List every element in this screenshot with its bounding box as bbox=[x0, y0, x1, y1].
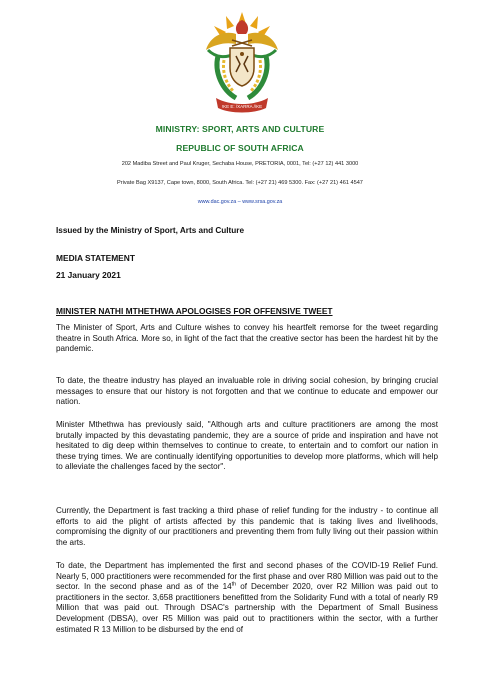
statement-date: 21 January 2021 bbox=[56, 270, 121, 280]
paragraph-theatre-role: To date, the theatre industry has played an invaluable role in driving social cohesion, by bringing crucial messages to ensure that our history is not forgotten and that we continue to educate and empower our nation. bbox=[56, 376, 438, 407]
paragraph-relief-fund-part2: of December 2020, over R2 Million was paid out to practitioners in the sector. 3,658 practitioners benefitted from the Solidarity Fund with a total of nearly R9 Million that was paid out. Through DSAC's partnership with the Department of Small Business Development (DBSA), over R5 Million was paid out to practitioners within the sector, with a further estimated R 13 Million to be disbursed by the end of bbox=[56, 582, 439, 634]
paragraph-relief-fund bbox=[56, 561, 438, 635]
statement-type: MEDIA STATEMENT bbox=[56, 253, 135, 263]
crest-motto: !KE E: /XARRA //KE bbox=[221, 104, 263, 109]
address-cape-town: Private Bag X9137, Cape town, 8000, South Africa. Tel: (+27 21) 469 5300. Fax: (+27 21) 461 4547 bbox=[117, 180, 363, 186]
paragraph-minister-quote: Minister Mthethwa has previously said, "Although arts and culture practitioners are among the most brutally impacted by this devastating pandemic, they are a source of pride and inspiration and have not hesitated to dig deep within themselves to continue to create, to entertain and to comfort our nation in these trying times. We are continually identifying opportunities to develop more platforms, which will help to alleviate the challenges faced by the sector". bbox=[56, 420, 438, 472]
ordinal-suffix: th bbox=[231, 581, 237, 588]
paragraph-relief-fund-part1: To date, the Department has implemented the first and second phases of the COVID-19 Relief Fund. Nearly 5, 000 practitioners were recommended for the first phase and over R80 Million was paid out to the sector. In the second phase and as of the 14 bbox=[56, 561, 438, 592]
paragraph-third-phase: Currently, the Department is fast tracking a third phase of relief funding for the industry - to continue all efforts to aid the plight of artists affected by this pandemic that is taking lives and livelihoods, compromising the dignity of our practitioners and preventing them from fully living out their passion within the arts. bbox=[56, 506, 438, 547]
paragraph-remorse: The Minister of Sport, Arts and Culture wishes to convey his heartfelt remorse for the tweet regarding theatre in South Africa. More so, in light of the fact that the creative sector has been the hardest hit by the pandemic. bbox=[56, 323, 438, 354]
headline: MINISTER NATHI MTHETHWA APOLOGISES FOR OFFENSIVE TWEET bbox=[56, 306, 333, 316]
issued-by: Issued by the Ministry of Sport, Arts and Culture bbox=[56, 226, 245, 235]
ministry-title: MINISTRY: SPORT, ARTS AND CULTURE bbox=[155, 124, 325, 134]
republic-title: REPUBLIC OF SOUTH AFRICA bbox=[176, 143, 304, 153]
website-links[interactable]: www.dac.gov.za – www.srsa.gov.za bbox=[197, 199, 283, 205]
address-pretoria: 202 Madiba Street and Paul Kruger, Sechaba House, PRETORIA, 0001, Tel: (+27 12) 441 3000 bbox=[121, 161, 359, 167]
coat-of-arms-icon bbox=[196, 6, 288, 118]
